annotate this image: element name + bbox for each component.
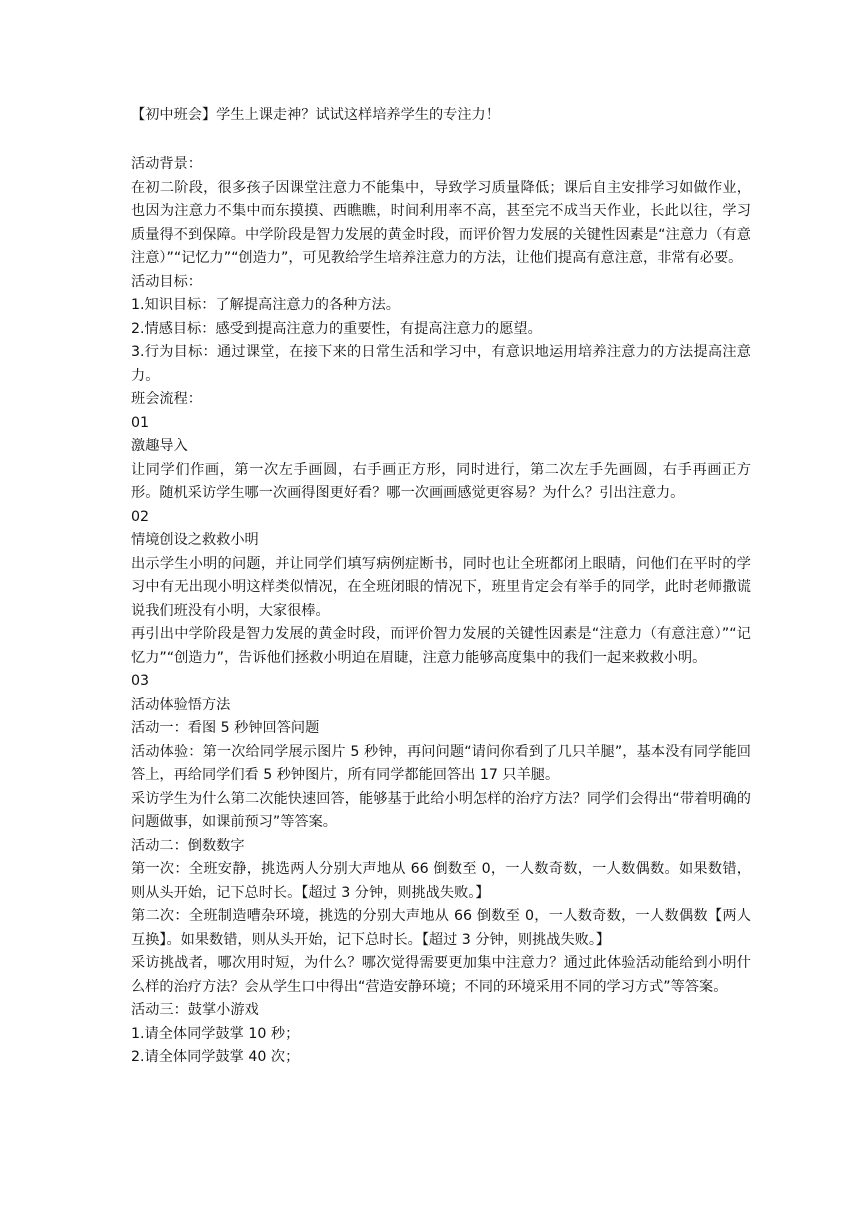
section-title: 激趣导入 [131, 438, 188, 454]
section-number: 02 [131, 508, 150, 525]
activity-title: 活动一：看图 5 秒钟回答问题 [131, 720, 320, 736]
process-heading: 班会流程： [131, 391, 202, 407]
activity-paragraph: 第二次：全班制造嘈杂环境，挑选的分别大声地从 66 倒数至 0，一人数奇数，一人数偶数【两人互换】。如果数错，则从头开始，记下总时长。【超过 3 分钟，则挑战失败。】 [131, 908, 751, 948]
section-title: 活动体验悟方法 [131, 696, 231, 713]
activity-list-item: 1.请全体同学鼓掌 10 秒； [131, 1025, 300, 1042]
document-title: 【初中班会】学生上课走神？试试这样培养学生的专注力！ [131, 107, 500, 123]
goal-item-behavior: 3.行为目标：通过课堂，在接下来的日常生活和学习中，有意识地运用培养注意力的方法提高注意力。 [131, 344, 751, 384]
section-title: 情境创设之救救小明 [131, 532, 259, 548]
goals-heading: 活动目标： [131, 273, 202, 290]
background-heading: 活动背景： [131, 156, 202, 172]
activity-list-item: 2.请全体同学鼓掌 40 次； [131, 1049, 300, 1065]
activity-paragraph: 采访学生为什么第二次能快速回答，能够基于此给小明怎样的治疗方法？同学们会得出“带着明确的问题做事，如课前预习”等答案。 [131, 790, 751, 830]
activity-title: 活动二：倒数数字 [131, 837, 245, 854]
goal-item-knowledge: 1.知识目标：了解提高注意力的各种方法。 [131, 297, 400, 313]
activity-title: 活动三：鼓掌小游戏 [131, 1002, 259, 1018]
blank-line [131, 128, 751, 153]
document-body [131, 103, 751, 1070]
section-number: 01 [131, 414, 150, 431]
section-paragraph: 再引出中学阶段是智力发展的黄金时段，而评价智力发展的关键性因素是“注意力（有意注意）”“记忆力”“创造力”，告诉他们拯救小明迫在眉睫，注意力能够高度集中的我们一起来救救小明。 [131, 626, 751, 666]
goal-item-emotion: 2.情感目标：感受到提高注意力的重要性，有提高注意力的愿望。 [131, 320, 542, 337]
section-paragraph: 让同学们作画，第一次左手画圆，右手画正方形，同时进行，第二次左手先画圆，右手再画正方形。随机采访学生哪一次画得图更好看？哪一次画画感觉更容易？为什么？引出注意力。 [131, 461, 751, 501]
section-number: 03 [131, 673, 150, 689]
section-paragraph: 出示学生小明的问题，并让同学们填写病例症断书，同时也让全班都闭上眼睛，问他们在平时的学习中有无出现小明这样类似情况，在全班闭眼的情况下，班里肯定会有举手的同学，此时老师撒谎说我们班没有小明，大家很棒。 [131, 555, 751, 619]
background-paragraph: 在初二阶段，很多孩子因课堂注意力不能集中，导致学习质量降低；课后自主安排学习如做作业，也因为注意力不集中而东摸摸、西瞧瞧，时间利用率不高，甚至完不成当天作业，长此以往，学习质量得不到保障。中学阶段是智力发展的黄金时段，而评价智力发展的关键性因素是“注意力（有意注意）”“记忆力”“创造力”，可见教给学生培养注意力的方法，让他们提高有意注意，非常有必要。 [131, 179, 751, 266]
activity-paragraph: 活动体验：第一次给同学展示图片 5 秒钟，再问问题“请问你看到了几只羊腿”，基本没有同学能回答上，再给同学们看 5 秒钟图片，所有同学都能回答出 17 只羊腿。 [131, 743, 751, 783]
activity-paragraph: 第一次：全班安静，挑选两人分别大声地从 66 倒数至 0，一人数奇数，一人数偶数。如果数错，则从头开始，记下总时长。【超过 3 分钟，则挑战失败。】 [131, 861, 751, 901]
activity-paragraph: 采访挑战者，哪次用时短，为什么？哪次觉得需要更加集中注意力？通过此体验活动能给到小明什么样的治疗方法？会从学生口中得出“营造安静环境；不同的环境采用不同的学习方式”等答案。 [131, 955, 751, 995]
